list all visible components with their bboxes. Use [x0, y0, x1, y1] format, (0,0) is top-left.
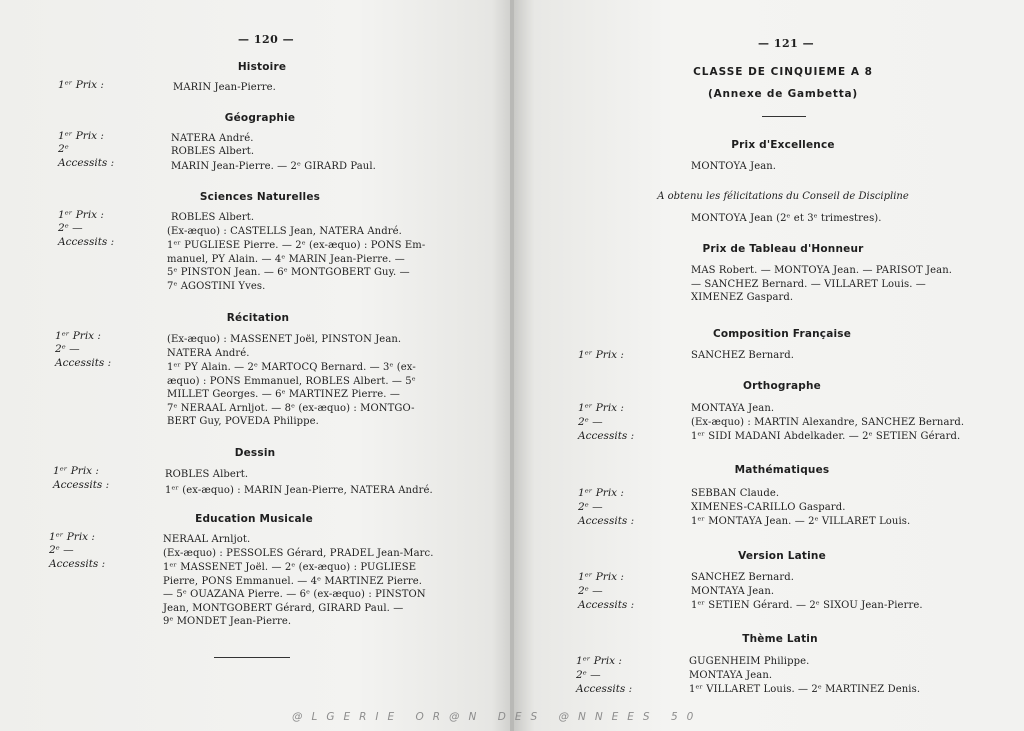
entry-text: GUGENHEIM Philippe.	[689, 656, 810, 667]
section-title-tableau-honneur: Prix de Tableau d'Honneur	[702, 243, 864, 255]
section-title-theme-latin: Thème Latin	[742, 633, 818, 645]
label-first-prize: 1ᵉʳ Prix :	[578, 402, 624, 414]
entry-text: 1ᵉʳ MASSENET Joël. — 2ᵉ (ex-æquo) : PUGLIESE Pierre, PONS Emmanuel. — 4ᵉ MARTINEZ Pierre. — 5ᵉ OUAZANA Pierre. — 6ᵉ (ex-æquo) : PINSTON Jean, MONTGOBERT Gérard, GIRARD Paul. — 9ᵉ MONDET Jean-Pierre.	[163, 562, 426, 628]
section-title-mathematiques: Mathématiques	[734, 464, 830, 476]
entry-text: (Ex-æquo) : CASTELLS Jean, NATERA André.	[167, 226, 402, 237]
section-title-orthographe: Orthographe	[743, 380, 821, 392]
section-end-rule	[214, 657, 290, 658]
entry-text: MAS Robert. — MONTOYA Jean. — PARISOT Jean. — SANCHEZ Bernard. — VILLARET Louis. — XIMENEZ Gaspard.	[691, 265, 953, 304]
label-first-prize: 1ᵉʳ Prix :	[55, 330, 101, 342]
entry-text: MARIN Jean-Pierre.	[173, 82, 276, 93]
entry-text: MONTOYA Jean (2ᵉ et 3ᵉ trimestres).	[691, 213, 882, 224]
entry-text: NERAAL Arnljot.	[163, 534, 251, 545]
section-title-excellence: Prix d'Excellence	[731, 139, 835, 151]
entry-text: (Ex-æquo) : PESSOLES Gérard, PRADEL Jean-Marc.	[163, 548, 434, 559]
label-accessits: Accessits :	[49, 558, 106, 570]
section-title-geographie: Géographie	[224, 112, 296, 124]
entry-text: XIMENES-CARILLO Gaspard.	[691, 502, 846, 513]
entry-text: 1ᵉʳ (ex-æquo) : MARIN Jean-Pierre, NATERA André.	[165, 485, 433, 496]
label-second-prize: 2ᵉ —	[49, 544, 74, 556]
label-second-prize: 2ᵉ —	[58, 222, 83, 234]
section-title-version-latine: Version Latine	[738, 550, 826, 562]
entry-text: SANCHEZ Bernard.	[691, 350, 795, 361]
section-title-composition: Composition Française	[712, 328, 852, 340]
page-number-left: — 120 —	[238, 33, 295, 46]
class-title: CLASSE DE CINQUIEME A 8	[693, 66, 873, 78]
label-first-prize: 1ᵉʳ Prix :	[576, 655, 622, 667]
entry-text: 1ᵉʳ PY Alain. — 2ᵉ MARTOCQ Bernard. — 3ᵉ (ex- æquo) : PONS Emmanuel, ROBLES Albert. — 5ᵉ MILLET Georges. — 6ᵉ MARTINEZ Pierre. — 7ᵉ NERAAL Arnljot. — 8ᵉ (ex-æquo) : MONTGO- BERT Guy, POVEDA Philippe.	[167, 362, 416, 428]
section-title-dessin: Dessin	[234, 447, 276, 459]
section-title-sciences: Sciences Naturelles	[199, 191, 321, 203]
page-number-right: — 121 —	[758, 37, 815, 50]
label-first-prize: 1ᵉʳ Prix :	[58, 130, 104, 142]
label-first-prize: 1ᵉʳ Prix :	[578, 571, 624, 583]
label-first-prize: 1ᵉʳ Prix :	[49, 531, 95, 543]
entry-text: MONTAYA Jean.	[691, 586, 775, 597]
entry-text: 1ᵉʳ VILLARET Louis. — 2ᵉ MARTINEZ Denis.	[689, 684, 921, 695]
label-first-prize: 1ᵉʳ Prix :	[578, 349, 624, 361]
entry-text: MONTAYA Jean.	[691, 403, 775, 414]
label-second-prize: 2ᵉ —	[576, 669, 601, 681]
title-rule	[762, 116, 806, 117]
label-accessits: Accessits :	[578, 430, 635, 442]
label-accessits: Accessits :	[578, 515, 635, 527]
entry-text: 1ᵉʳ PUGLIESE Pierre. — 2ᵉ (ex-æquo) : PONS Em- manuel, PY Alain. — 4ᵉ MARIN Jean-Pierre. — 5ᵉ PINSTON Jean. — 6ᵉ MONTGOBERT Guy. — 7ᵉ AGOSTINI Yves.	[167, 240, 426, 292]
entry-text: (Ex-æquo) : MASSENET Joël, PINSTON Jean.	[167, 334, 402, 345]
entry-text: MARIN Jean-Pierre. — 2ᵉ GIRARD Paul.	[171, 161, 376, 172]
label-first-prize: 1ᵉʳ Prix :	[58, 209, 104, 221]
label-accessits: Accessits :	[576, 683, 633, 695]
label-second-prize: 2ᵉ —	[578, 416, 603, 428]
label-second-prize: 2ᵉ	[58, 143, 69, 155]
entry-text: NATERA André.	[171, 133, 254, 144]
entry-text: SANCHEZ Bernard.	[691, 572, 795, 583]
section-title-histoire: Histoire	[237, 61, 287, 73]
label-second-prize: 2ᵉ —	[55, 343, 80, 355]
label-second-prize: 2ᵉ —	[578, 501, 603, 513]
section-title-education-musicale: Education Musicale	[195, 513, 313, 525]
entry-text: ROBLES Albert.	[171, 146, 255, 157]
entry-text: SEBBAN Claude.	[691, 488, 780, 499]
watermark-text: @LGERIE OR@N DES @NNEES 50	[292, 711, 703, 723]
entry-text: 1ᵉʳ SIDI MADANI Abdelkader. — 2ᵉ SETIEN Gérard.	[691, 431, 961, 442]
class-subtitle: (Annexe de Gambetta)	[707, 88, 859, 100]
entry-text: MONTOYA Jean.	[691, 161, 777, 172]
section-title-felicitations: A obtenu les félicitations du Conseil de Discipline	[657, 191, 909, 202]
entry-text: MONTAYA Jean.	[689, 670, 773, 681]
entry-text: 1ᵉʳ MONTAYA Jean. — 2ᵉ VILLARET Louis.	[691, 516, 911, 527]
right-page	[514, 0, 1024, 731]
label-accessits: Accessits :	[58, 236, 115, 248]
label-second-prize: 2ᵉ —	[578, 585, 603, 597]
entry-text: (Ex-æquo) : MARTIN Alexandre, SANCHEZ Bernard.	[691, 417, 965, 428]
label-accessits: Accessits :	[58, 157, 115, 169]
label-accessits: Accessits :	[578, 599, 635, 611]
entry-text: 1ᵉʳ SETIEN Gérard. — 2ᵉ SIXOU Jean-Pierre.	[691, 600, 923, 611]
label-accessits: Accessits :	[55, 357, 112, 369]
entry-text: ROBLES Albert.	[165, 469, 249, 480]
label-first-prize: 1ᵉʳ Prix :	[58, 79, 104, 91]
section-title-recitation: Récitation	[226, 312, 290, 324]
entry-text: NATERA André.	[167, 348, 250, 359]
label-accessits: Accessits :	[53, 479, 110, 491]
label-first-prize: 1ᵉʳ Prix :	[53, 465, 99, 477]
entry-text: ROBLES Albert.	[171, 212, 255, 223]
label-first-prize: 1ᵉʳ Prix :	[578, 487, 624, 499]
